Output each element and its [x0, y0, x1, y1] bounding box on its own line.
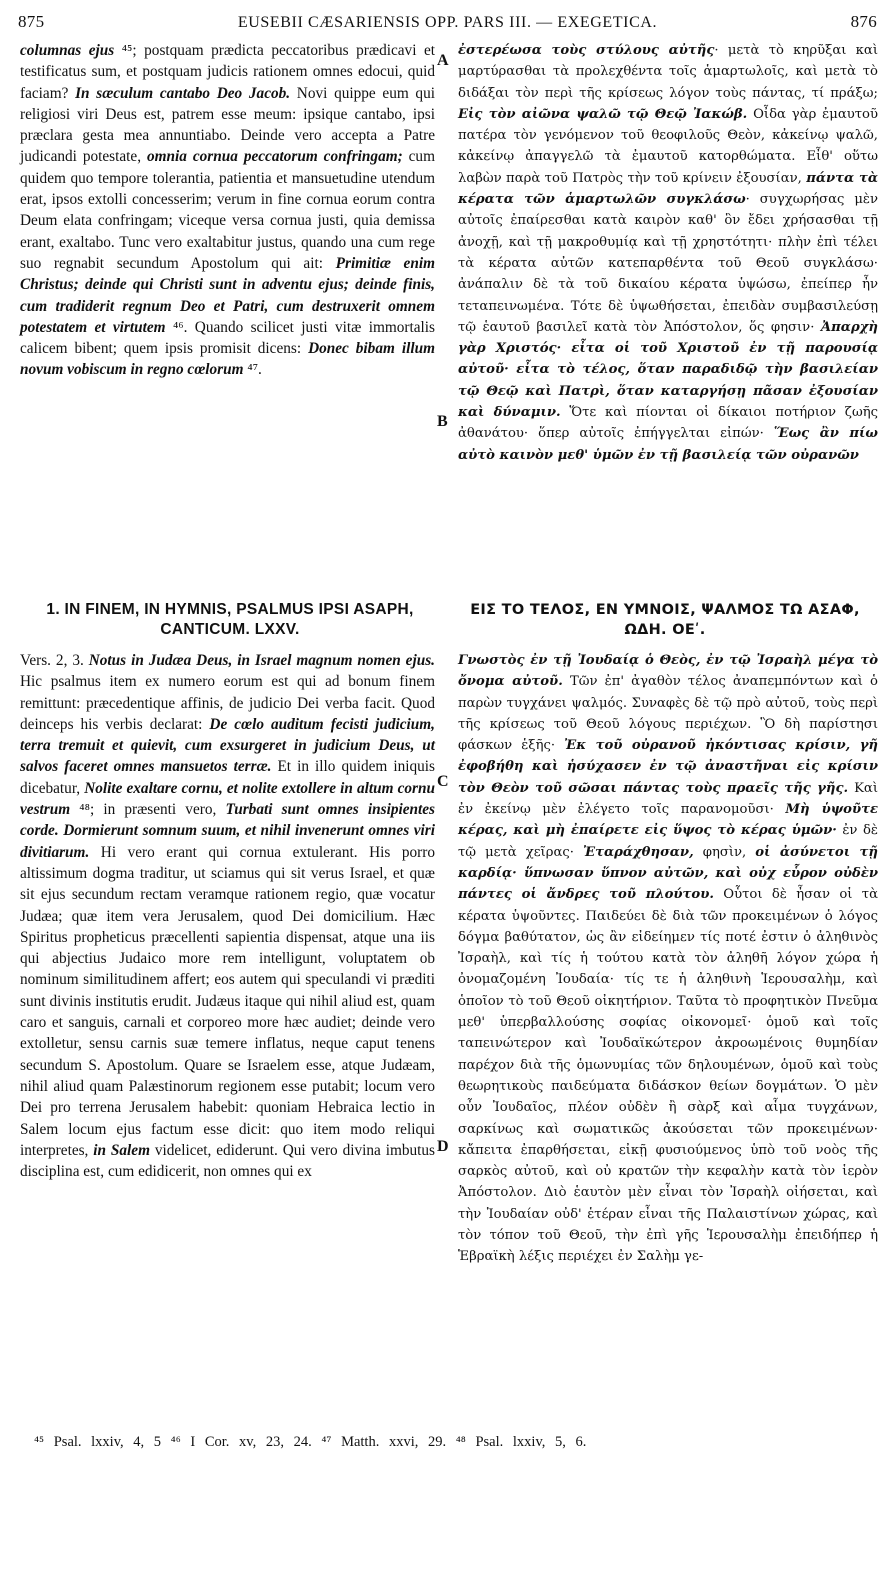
italic-quotation: Ἕως ἂν πίω αὐτὸ καινὸν μεθ' ὑμῶν ἐν τῇ βασιλείᾳ τῶν οὐρανῶν	[458, 426, 878, 463]
italic-quotation: Ἐκ τοῦ οὐρανοῦ ἠκόντισας κρίσιν, γῆ ἐφοβήθη καὶ ἡσύχασεν ἐν τῷ ἀναστῆναι εἰς κρίσιν τὸν Θεὸν τοῦ σῶσαι πάντας τοὺς πραεῖς τῆς γῆς.	[458, 738, 879, 796]
italic-quotation: Notus in Judæa Deus, in Israel magnum nomen ejus.	[88, 652, 435, 669]
italic-quotation: in Salem	[93, 1141, 150, 1159]
italic-quotation: Γνωστὸς ἐν τῇ Ἰουδαίᾳ ὁ Θεὸς, ἐν τῷ Ἰσραὴλ μέγα τὸ ὄνομα αὐτοῦ.	[458, 653, 878, 690]
greek-paragraph-bottom	[458, 650, 878, 1268]
margin-letter-c: C	[437, 773, 449, 790]
body-text: Οἶδα γὰρ ἐμαυτοῦ πατέρα τὸν γενόμενον τοῦ θεοφιλοῦς Θεὸν, κἀκείνῳ ψαλῶ, κἀκείνῳ ἀπαγγελῶ τὰ ἐμαυτοῦ κατορθώματα. Εἶθ' οὕτω λαβὼν παρὰ τοῦ Πατρὸς τὴν τοῦ κρίνειν ἐξουσίαν,	[458, 106, 878, 186]
greek-column-top	[458, 40, 878, 466]
page-header	[18, 12, 877, 34]
italic-quotation: Primitiæ enim Christus; deinde qui Christi sunt in adventu ejus; deinde finis, cum tradiderit regnum Deo et Patri, cum destruxerit omnem potestatem et virtutem	[20, 254, 435, 336]
body-text: Οὗτοι δὲ ἦσαν οἱ τὰ κέρατα ὑψοῦντες. Παιδεύει δὲ διὰ τῶν προκειμένων ὁ λόγος δόγμα βαθύτατον, ὡς ἂν εἰδείημεν τίς ποτέ ἐστιν ὁ ἀληθινὸς Ἰσραὴλ, καὶ τίς ἡ τούτου κατὰ τὸν ἀληθῆ λόγον χώρα ἡ ὀνομαζομένη Ἰουδαία· τίς τε ἡ ἀληθινὴ Ἱερουσαλὴμ, καὶ ὁποῖον τὸ τοῦ Θεοῦ οἰκητήριον. Ταῦτα τὸ προφητικὸν Πνεῦμα μεθ' ὑπερβαλλούσης σοφίας οἰκονομεῖ· ὁμοῦ καὶ τοῖς ταπεινώτερον καὶ Ἰουδαϊκώτερον ἀκροωμένοις θυμηδίαν παρέχον διὰ τῆς ὁμωνυμίας τῶν δηλουμένων, ὁμοῦ καὶ τοὺς θεωρητικοὺς παιδεύματα διδάσκον θείων δογμάτων. Ὁ μὲν οὖν Ἰουδαῖος, πλέον οὐδὲν ἢ σὰρξ καὶ αἷμα τυγχάνων, σαρκίνως καὶ σωματικῶς ἀκούσεται τῶν προκειμένων· κἄπειτα ἐπαρθήσεται, εἰκῇ φυσιούμενος ὑπὸ τοῦ νοὸς τῆς σαρκὸς αὐτοῦ, καὶ οὐ κρατῶν τὴν κεφαλὴν κατὰ τὸν ἱερὸν Ἀπόστολον. Διὸ ἑαυτὸν μὲν εἶναι τὸν Ἰσραὴλ οἰήσεται, καὶ τὴν Ἰουδαίαν οὐδ' ἑτέραν εἶναι τῆς Παλαιστίνων χώρας, καὶ τὸν τόπον τοῦ Θεοῦ, τὴν ἐπὶ γῆς Ἱερουσαλὴμ ἐπειδήπερ ἡ Ἑβραϊκὴ λέξις περιέχει ἐν Σαλὴμ γε-	[458, 887, 878, 1265]
italic-quotation: In sæculum cantabo Deo Jacob.	[75, 84, 291, 102]
body-text: ⁴⁵; postquam prædicta peccatoribus prædicavi et testificatus sum, et postquam judicis rationem omnes edocui, quid faciam?	[20, 42, 435, 102]
body-text: ⁴⁷.	[243, 361, 262, 379]
margin-letter-b: B	[437, 413, 448, 430]
margin-letter-d: D	[437, 1138, 449, 1155]
psalm-heading-greek: ΕΙΣ ΤΟ ΤΕΛΟΣ, ΕΝ ΥΜΝΟΙΣ, ΨΑΛΜΟΣ ΤΩ ΑΣΑΦ, ΩΔΗ. ΟΕʹ.	[470, 602, 860, 638]
italic-quotation: columnas ejus	[20, 42, 115, 59]
body-text: Novi quippe eum qui religiosi viri Deus est, patrem esse meum: ipsique cantabo, ipsi præclara gesta mea annuntiabo. Deinde vero accepta a Patre judicandi potestate,	[20, 84, 435, 166]
italic-quotation: ἐστερέωσα τοὺς στύλους αὐτῆς	[458, 43, 715, 58]
psalm-heading-latin: 1. IN FINEM, IN HYMNIS, PSALMUS IPSI ASAPH, CANTICUM. LXXV.	[46, 601, 414, 638]
italic-quotation: Ἀπαρχὴ γὰρ Χριστός· εἶτα οἱ τοῦ Χριστοῦ ἐν τῇ παρουσίᾳ αὐτοῦ· εἶτα τὸ τέλος, ὅταν παραδιδῷ τὴν βασιλείαν τῷ Θεῷ καὶ Πατρὶ, ὅταν καταργήσῃ πᾶσαν ἐξουσίαν καὶ δύναμιν.	[458, 319, 878, 421]
latin-column-bottom	[20, 650, 435, 1182]
body-text: ἐν δὲ τῷ μετὰ χεῖρας·	[458, 823, 878, 860]
greek-paragraph-top	[458, 40, 878, 466]
body-text: φησὶν,	[693, 844, 756, 860]
italic-quotation: οἱ ἀσύνετοι τῇ καρδίᾳ· ὕπνωσαν ὕπνον αὐτῶν, καὶ οὐχ εὗρον οὐδὲν πάντες οἱ ἄνδρες τοῦ πλούτου.	[458, 844, 878, 903]
italic-quotation: Μὴ ὑψοῦτε κέρας, καὶ μὴ ἐπαίρετε εἰς ὕψος τὸ κέρας ὑμῶν·	[458, 802, 878, 839]
running-title: EUSEBII CÆSARIENSIS OPP. PARS III. — EXEGETICA.	[237, 14, 658, 31]
italic-quotation: Turbati sunt omnes insipientes corde. Dormierunt somnum suum, et nihil invenerunt omnes viri divitiarum.	[20, 801, 436, 861]
page-number-right: 876	[850, 12, 877, 31]
latin-paragraph-top	[20, 40, 435, 381]
body-text: Hic psalmus item ex numero eorum est qui ad bonum finem remittunt: præcedentique affinis, de judicio Dei verba facit. Quod deinceps his verbis declarat:	[20, 673, 435, 733]
italic-quotation: De cœlo auditum fecisti judicium, terra tremuit et quievit, cum exsurgeret in judicium Deus, ut salvos faceret omnes mansuetos terræ.	[20, 715, 435, 776]
body-text: cum quidem quo tempore tolerantia, patientia et mansuetudine utendum erat, ipsos extolli concesserim; verum in fine cornua eorum contra Deum elata confringam; viceque versa cornua justi, quia demissa erant, exaltabo. Tunc vero exaltabitur justus, quando una cum rege suo regnabit secundum Apostolum qui ait:	[20, 148, 435, 272]
body-text: Hi vero erant qui cornua extulerant. His porro altissimum dogma traditur, ut sciamus qui sit verus Israel, et quæ sit ejus secundum rectam veramque rationem regio, quæ vocatur Judæa; quæ item vera Jerusalem, quod Dei domicilium. Hæc Spiritus propheticus præcellenti sapientia dispensat, atque una iis qui abjectius Judaico more rem intelligunt, voluptatem ob nominum similitudinem affert; eos autem qui speculandi vi præditi sunt divinis institutis erudit. Judæus itaque qui nihil aliud est, quam caro et sanguis, carnali et corporeo more hæc audiet; deinde vero extolletur, sensu carnis suæ temere inflatus, neque caput tenens secundum S. Apostolum. Quare se Israelem esse, atque Judæam, nihil aliud quam Palæstinorum regionem esse putabit; locum vero Dei pro terrena Jerusalem habebit: quoniam Hebraica lectio in Salem locum ejus factum esse dicit: quo item modo reliqui interpretes,	[20, 843, 435, 1159]
italic-quotation: πάντα τὰ κέρατα τῶν ἁμαρτωλῶν συγκλάσω	[458, 170, 878, 208]
page-number-left: 875	[18, 12, 45, 31]
body-text: Vers. 2, 3.	[20, 652, 89, 669]
italic-quotation: Donec bibam illum novum vobiscum in regno cœlorum	[20, 340, 435, 379]
body-text: Et in illo quidem iniquis dicebatur,	[20, 758, 435, 797]
italic-quotation: omnia cornua peccatorum confringam;	[146, 148, 403, 166]
body-text: ⁴⁸; in præsenti vero,	[70, 801, 226, 819]
latin-paragraph-bottom	[20, 650, 435, 1182]
italic-quotation: Nolite exaltare cornu, et nolite extollere in altum cornu vestrum	[20, 779, 435, 819]
italic-quotation: Ἐταράχθησαν,	[582, 844, 694, 860]
body-text: Ὅτε καὶ πίονται οἱ δίκαιοι ποτήριον ζωῆς ἀθανάτου· ὅπερ αὐτοῖς ἐπήγγελται εἰπών·	[458, 405, 878, 442]
latin-column-top	[20, 40, 435, 381]
margin-letter-a: A	[437, 52, 449, 69]
body-text: · συγχωρήσας μὲν αὐτοῖς ἐπαίρεσθαι κατὰ καιρὸν καθ' ὃν ἔδει χρήσασθαι τῇ ἀνοχῇ, καὶ τῇ μακροθυμίᾳ καὶ τῇ χρηστότητι· πλὴν ἐπὶ τέλει τὰ κέρατα αὐτῶν κατεπαρθέντα τοῦ Θεοῦ συγκλάσω· ἀνάπαλιν δὲ τὰ τοῦ δικαίου κέρατα ὑψώσω, ἐπείπερ ἦν τεταπεινωμένα. Τότε δὲ ὑψωθήσεται, ἐπειδὰν συμβασιλεύσῃ τῷ ἑαυτοῦ βασιλεῖ κατὰ τὸν Ἀπόστολον, ὅς φησιν·	[458, 192, 878, 335]
greek-column-bottom	[458, 650, 878, 1268]
body-text: ⁴⁶. Quando scilicet justi vitæ immortalis calicem bibent; quem ipsis promisit dicens:	[20, 318, 435, 358]
body-text: Τῶν ἐπ' ἀγαθὸν τέλος ἀναπεμπόντων καὶ ὁ παρὼν τυγχάνει ψαλμός. Συναφὲς δὲ τῷ πρὸ αὐτοῦ, τοὺς περὶ τῆς κρίσεως τοῦ Θεοῦ λόγους περιέχων. Ὃ δὴ παρίστησι φάσκων ἑξῆς·	[458, 674, 878, 754]
footnotes: ⁴⁵ Psal. lxxiv, 4, 5 ⁴⁶ I Cor. xv, 23, 24. ⁴⁷ Matth. xxvi, 29. ⁴⁸ Psal. lxxiv, 5, 6.	[34, 1434, 587, 1450]
italic-quotation: Εἰς τὸν αἰῶνα ψαλῶ τῷ Θεῷ Ἰακώβ.	[458, 106, 748, 122]
body-text: Καὶ ἐν ἐκείνῳ μὲν ἐλέγετο τοῖς παρανομοῦσι·	[458, 780, 879, 818]
body-text: videlicet, ediderunt. Qui vero divina imbutus disciplina est, cum edidicerit, non omnes qui ex	[20, 1141, 435, 1181]
body-text: · μετὰ τὸ κηρῦξαι καὶ μαρτύρασθαι τὰ προλεχθέντα τοῖς ἁμαρτωλοῖς, καὶ μετὰ τὸ διδάξαι τὸν περὶ τῆς κρίσεως λόγον τοὺς πάντας, τί πράξω;	[458, 43, 878, 101]
